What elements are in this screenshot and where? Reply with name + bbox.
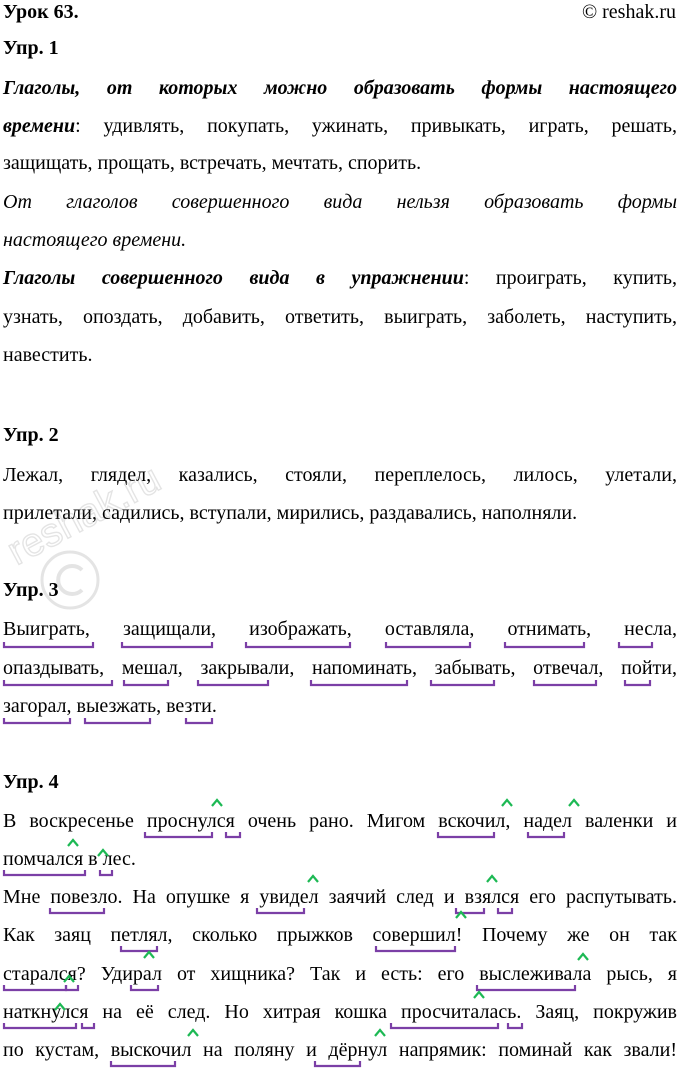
stem-underline-5 xyxy=(619,642,652,647)
ex1-line-7: узнать, опоздать, добавить, ответить, выиграть, заболеть, наступить, xyxy=(3,306,677,328)
suffix-mark-icon-2 xyxy=(569,800,579,806)
suffix-mark-icon-14 xyxy=(375,1030,385,1036)
ex1-line-6-bold: Глаголы совершенного вида в упражнении xyxy=(3,267,464,289)
stem-underline-9 xyxy=(311,680,407,685)
ex4-title: Упр. 4 xyxy=(3,771,59,793)
ex4-line-4: Как заяц петлял, сколько прыжков совершил! Почему же он так xyxy=(3,924,677,946)
ex1-line-2 xyxy=(3,114,677,138)
stem-underline-1 xyxy=(122,642,212,647)
stem-underline-3 xyxy=(386,642,470,647)
ex4-line-5: старался? Удирал от хищника? Так и есть: его выслеживала рысь, я xyxy=(3,963,677,985)
ex4-line-2: помчался в лес. xyxy=(3,848,136,870)
stem-underline-4 xyxy=(505,642,584,647)
suffix-mark-icon-9 xyxy=(144,952,154,958)
stem-underline-10 xyxy=(431,680,494,685)
stem-underline-6 xyxy=(4,680,112,685)
ex4-line-6: наткнулся на её след. Но хитрая кошка просчиталась. Заяц, покружив xyxy=(3,1001,677,1023)
stem-underline-0 xyxy=(4,642,93,647)
ex2-line-1: Лежал, глядел, казались, стояли, переплелось, лилось, улетали, xyxy=(3,464,677,486)
ex4-line-1: В воскресенье проснулся очень рано. Мигом вскочил, надел валенки и xyxy=(3,810,677,832)
ex1-line-6 xyxy=(3,266,677,290)
stem-underline-12 xyxy=(625,680,650,685)
suffix-mark-icon-10 xyxy=(578,954,588,960)
stem-underline-2 xyxy=(246,642,350,647)
suffix-mark-icon-1 xyxy=(502,800,512,806)
ex1-title: Упр. 1 xyxy=(3,37,59,59)
lesson-title: Урок 63. xyxy=(3,1,79,23)
ex4-line-3: Мне повезло. На опушке я увидел заячий след и взялся его распутывать. xyxy=(3,886,677,908)
site-credit: © reshak.ru xyxy=(581,1,676,23)
ex4-line-7: по кустам, выскочил на поляну и дёрнул напрямик: поминай как звали! xyxy=(3,1039,677,1061)
suffix-mark-icon-5 xyxy=(308,876,318,882)
ex3-line-1: Выиграть, защищали, изображать, оставляла, отнимать, несла, xyxy=(3,618,677,640)
stem-underline-7 xyxy=(124,680,168,685)
ex1-line-1: Глаголы, от которых можно образовать формы настоящего xyxy=(3,77,677,99)
ex1-line-2-rest: : удивлять, покупать, ужинать, привыкать, играть, решать, xyxy=(75,115,677,137)
ex2-line-2: прилетали, садились, вступали, мирились, раздавались, наполняли. xyxy=(3,502,578,524)
ex3-line-2: опаздывать, мешал, закрывали, напоминать, забывать, отвечал, пойти, xyxy=(3,657,677,679)
suffix-mark-icon-12 xyxy=(474,992,484,998)
ex1-line-3: защищать, прощать, встречать, мечтать, спорить. xyxy=(3,152,422,174)
suffix-mark-icon-7 xyxy=(456,912,466,918)
suffix-mark-icon-6 xyxy=(487,876,497,882)
suffix-mark-icon-3 xyxy=(68,840,78,846)
stem-underline-14 xyxy=(85,718,150,723)
stem-underline-15 xyxy=(186,718,212,723)
watermark-text: reshak.ru xyxy=(0,456,168,574)
ex1-line-5: настоящего времени. xyxy=(3,229,187,251)
ex1-line-8: навестить. xyxy=(3,344,93,366)
ex3-title: Упр. 3 xyxy=(3,579,59,601)
stem-underline-11 xyxy=(534,680,596,685)
ex1-line-4: От глаголов совершенного вида нельзя образовать формы xyxy=(3,191,677,213)
watermark-copyright-icon xyxy=(58,566,82,594)
stem-underline-8 xyxy=(198,680,268,685)
ex1-line-6-rest: : проиграть, купить, xyxy=(463,267,677,289)
suffix-mark-icon-0 xyxy=(212,800,222,806)
stem-underline-13 xyxy=(4,718,70,723)
suffix-mark-icon-13 xyxy=(188,1030,198,1036)
ex1-line-2-bold: времени xyxy=(3,115,76,137)
ex3-line-3: загорал, выезжать, везти. xyxy=(3,695,217,717)
ex2-title: Упр. 2 xyxy=(3,424,59,446)
